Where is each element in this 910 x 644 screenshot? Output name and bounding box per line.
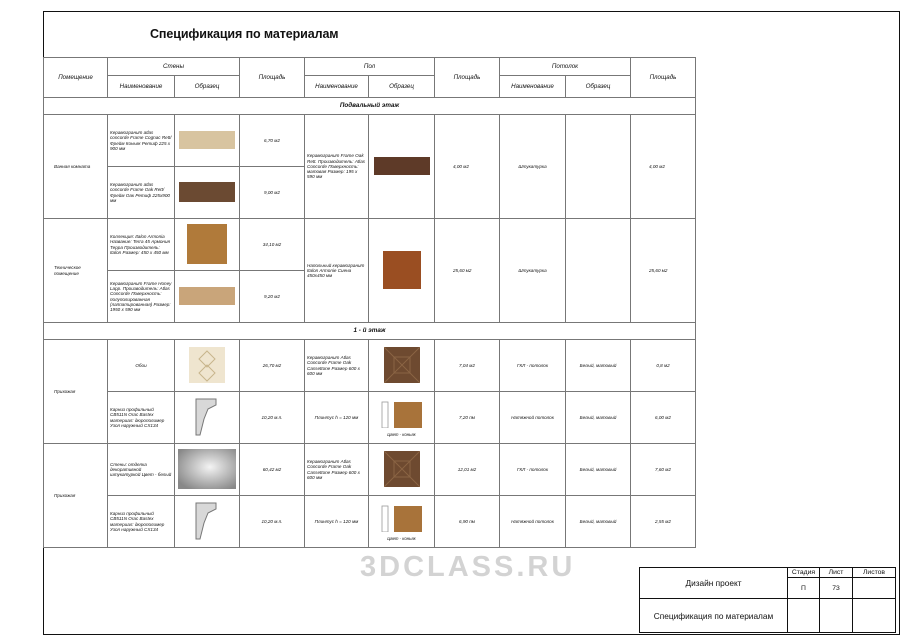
title-block-document: Спецификация по материалам <box>640 599 788 633</box>
skirting-sample-swatch <box>369 392 435 444</box>
ceiling-area: 4,00 м2 <box>631 115 696 219</box>
header-ceiling: Потолок <box>500 58 631 76</box>
title-block-cell <box>853 599 896 633</box>
table-row <box>44 496 696 548</box>
wall-area: 6,70 м2 <box>240 115 305 167</box>
floor-area: 4,00 м2 <box>435 115 500 219</box>
header-floor-sample: Образец <box>369 76 435 98</box>
title-block-sheets-label: Листов <box>853 568 896 578</box>
siena-tile-swatch <box>383 251 421 289</box>
skirting-color-caption: Цвет - коньяк <box>387 431 416 437</box>
header-walls-area: Площадь <box>240 58 305 98</box>
header-floor: Пол <box>305 58 435 76</box>
wall-material-name: Обои <box>108 340 175 392</box>
wall-sample-swatch <box>175 219 240 271</box>
wall-area: 9,20 м2 <box>240 271 305 323</box>
skirting-color-caption: Цвет - коньяк <box>387 535 416 541</box>
ceiling-sample: Белый, матовый <box>566 444 631 496</box>
floor-area: 12,01 м2 <box>435 444 500 496</box>
floor-material-name: Керамогранит Atlas Concorde Frame Oak Cassettone Размер 600 х 600 мм <box>305 444 369 496</box>
ceiling-material-name: Штукатурка <box>500 115 566 219</box>
floor-sample-swatch <box>369 444 435 496</box>
cognac-tile-swatch <box>179 131 235 149</box>
wall-sample-swatch <box>175 444 240 496</box>
wall-area: 26,70 м2 <box>240 340 305 392</box>
floor-area: 7,04 м2 <box>435 340 500 392</box>
ceiling-material-name: Натяжной потолок <box>500 496 566 548</box>
section-first-floor: 1 - й этаж <box>44 323 696 340</box>
wall-material-name: Керамогранит Frame Honey Lapp. Производитель: Atlas Concorde Поверхность: полуполированная (лаппатированная) Размер: 1950 х 590 мм <box>108 271 175 323</box>
floor-area: 7,20 пм <box>435 392 500 444</box>
wall-area: 10,20 м.п. <box>240 496 305 548</box>
title-block-cell <box>788 599 820 633</box>
table-row <box>44 115 696 167</box>
skirting-swatch <box>394 506 422 532</box>
room-name: Ванная комната <box>44 115 108 219</box>
page-title: Спецификация по материалам <box>150 27 339 41</box>
header-ceiling-name: Наименование <box>500 76 566 98</box>
ceiling-sample <box>566 219 631 323</box>
header-walls: Стены <box>108 58 240 76</box>
wall-material-name: Стены: отделка декоративной штукатуркой Цвет - белый <box>108 444 175 496</box>
room-name: Прихожая <box>44 340 108 444</box>
wall-area: 9,00 м2 <box>240 167 305 219</box>
wall-sample-swatch <box>175 271 240 323</box>
skirting-sample-swatch <box>369 496 435 548</box>
ceiling-sample: Белый, матовый <box>566 392 631 444</box>
floor-area: 6,90 пм <box>435 496 500 548</box>
wall-sample-swatch <box>175 340 240 392</box>
room-name: Прихожая <box>44 444 108 548</box>
ceiling-area: 7,60 м2 <box>631 444 696 496</box>
ceiling-area: 0,8 м2 <box>631 340 696 392</box>
ceiling-material-name: ГКЛ - потолок <box>500 444 566 496</box>
floor-material-name: Керамогранит Atlas Concorde Frame Oak Cassettone Размер 600 х 600 мм <box>305 340 369 392</box>
wall-area: 10,20 м.п. <box>240 392 305 444</box>
floor-sample-swatch <box>369 219 435 323</box>
wall-area: 34,10 м2 <box>240 219 305 271</box>
wall-material-name: Керамогранит atlas concorde Frame Cognac Rett/Фрейм Коньяк Ретиф 225 х 900 мм <box>108 115 175 167</box>
room-name: Техническое помещение <box>44 219 108 323</box>
table-row <box>44 219 696 271</box>
ceiling-sample: Белый, матовый <box>566 340 631 392</box>
ceiling-sample: Белый, матовый <box>566 496 631 548</box>
ceiling-sample <box>566 115 631 219</box>
title-block-stage: П <box>788 578 820 599</box>
floor-oak-swatch <box>374 157 430 175</box>
cornice-profile-shape <box>196 399 216 435</box>
table-row <box>44 340 696 392</box>
ceiling-material-name: ГКЛ - потолок <box>500 340 566 392</box>
title-block <box>639 567 896 633</box>
title-block-sheets <box>853 578 896 599</box>
ceiling-material-name: Натяжной потолок <box>500 392 566 444</box>
wall-material-name: Коллекция: Italon Armonia Название: Terra 45 Армония Терра Производитель: Italon Размер: 450 х 450 мм <box>108 219 175 271</box>
floor-sample-swatch <box>369 340 435 392</box>
terra-tile-swatch <box>187 224 227 264</box>
table-row <box>44 444 696 496</box>
watermark: 3DCLASS.RU <box>360 551 576 583</box>
oak-tile-swatch <box>179 182 235 202</box>
wall-material-name: Керамогранит atlas concorde Frame Oak Rett/Фрейм Оак Ретиф 225х900 мм <box>108 167 175 219</box>
title-block-stage-label: Стадия <box>788 568 820 578</box>
title-block-cell <box>820 599 853 633</box>
title-block-project: Дизайн проект <box>640 568 788 599</box>
floor-area: 25,60 м2 <box>435 219 500 323</box>
floor-material-name: Плинтус h = 120 мм <box>305 392 369 444</box>
title-block-sheet: 73 <box>820 578 853 599</box>
ceiling-material-name: Штукатурка <box>500 219 566 323</box>
header-walls-sample: Образец <box>175 76 240 98</box>
wall-sample-swatch <box>175 115 240 167</box>
section-basement: Подвальный этаж <box>44 98 696 115</box>
header-room: Помещение <box>44 58 108 98</box>
cornice-profile-shape <box>196 503 216 539</box>
materials-spec-table <box>43 57 696 548</box>
header-walls-name: Наименование <box>108 76 175 98</box>
cornice-profile-swatch <box>175 392 240 444</box>
skirting-swatch <box>394 402 422 428</box>
header-floor-area: Площадь <box>435 58 500 98</box>
header-ceiling-area: Площадь <box>631 58 696 98</box>
wall-sample-swatch <box>175 167 240 219</box>
cornice-profile-swatch <box>175 496 240 548</box>
wall-material-name: Карниз профильный CB511N Orac Bastex материал: дюрополимер Узол наружный CX134 <box>108 496 175 548</box>
header-ceiling-sample: Образец <box>566 76 631 98</box>
header-floor-name: Наименование <box>305 76 369 98</box>
honey-tile-swatch <box>179 287 235 305</box>
ceiling-area: 2,55 м2 <box>631 496 696 548</box>
floor-material-name: Напольный керамогранит Italon Armonie Сиена 450х450 мм <box>305 219 369 323</box>
floor-material-name: Плинтус h = 120 мм <box>305 496 369 548</box>
ceiling-area: 25,60 м2 <box>631 219 696 323</box>
wall-material-name: Карниз профильный CB511N Orac Bastex материал: дюрополимер Узол наружный CX134 <box>108 392 175 444</box>
table-row <box>44 392 696 444</box>
plaster-swatch <box>178 449 236 489</box>
floor-material-name: Керамогранит Frame Oak Rett. Производитель: Atlas Concorde Поверхность: матовая Размер: 195 х 590 мм <box>305 115 369 219</box>
wall-area: 60,42 м2 <box>240 444 305 496</box>
ceiling-area: 6,00 м2 <box>631 392 696 444</box>
floor-sample-swatch <box>369 115 435 219</box>
title-block-sheet-label: Лист <box>820 568 853 578</box>
